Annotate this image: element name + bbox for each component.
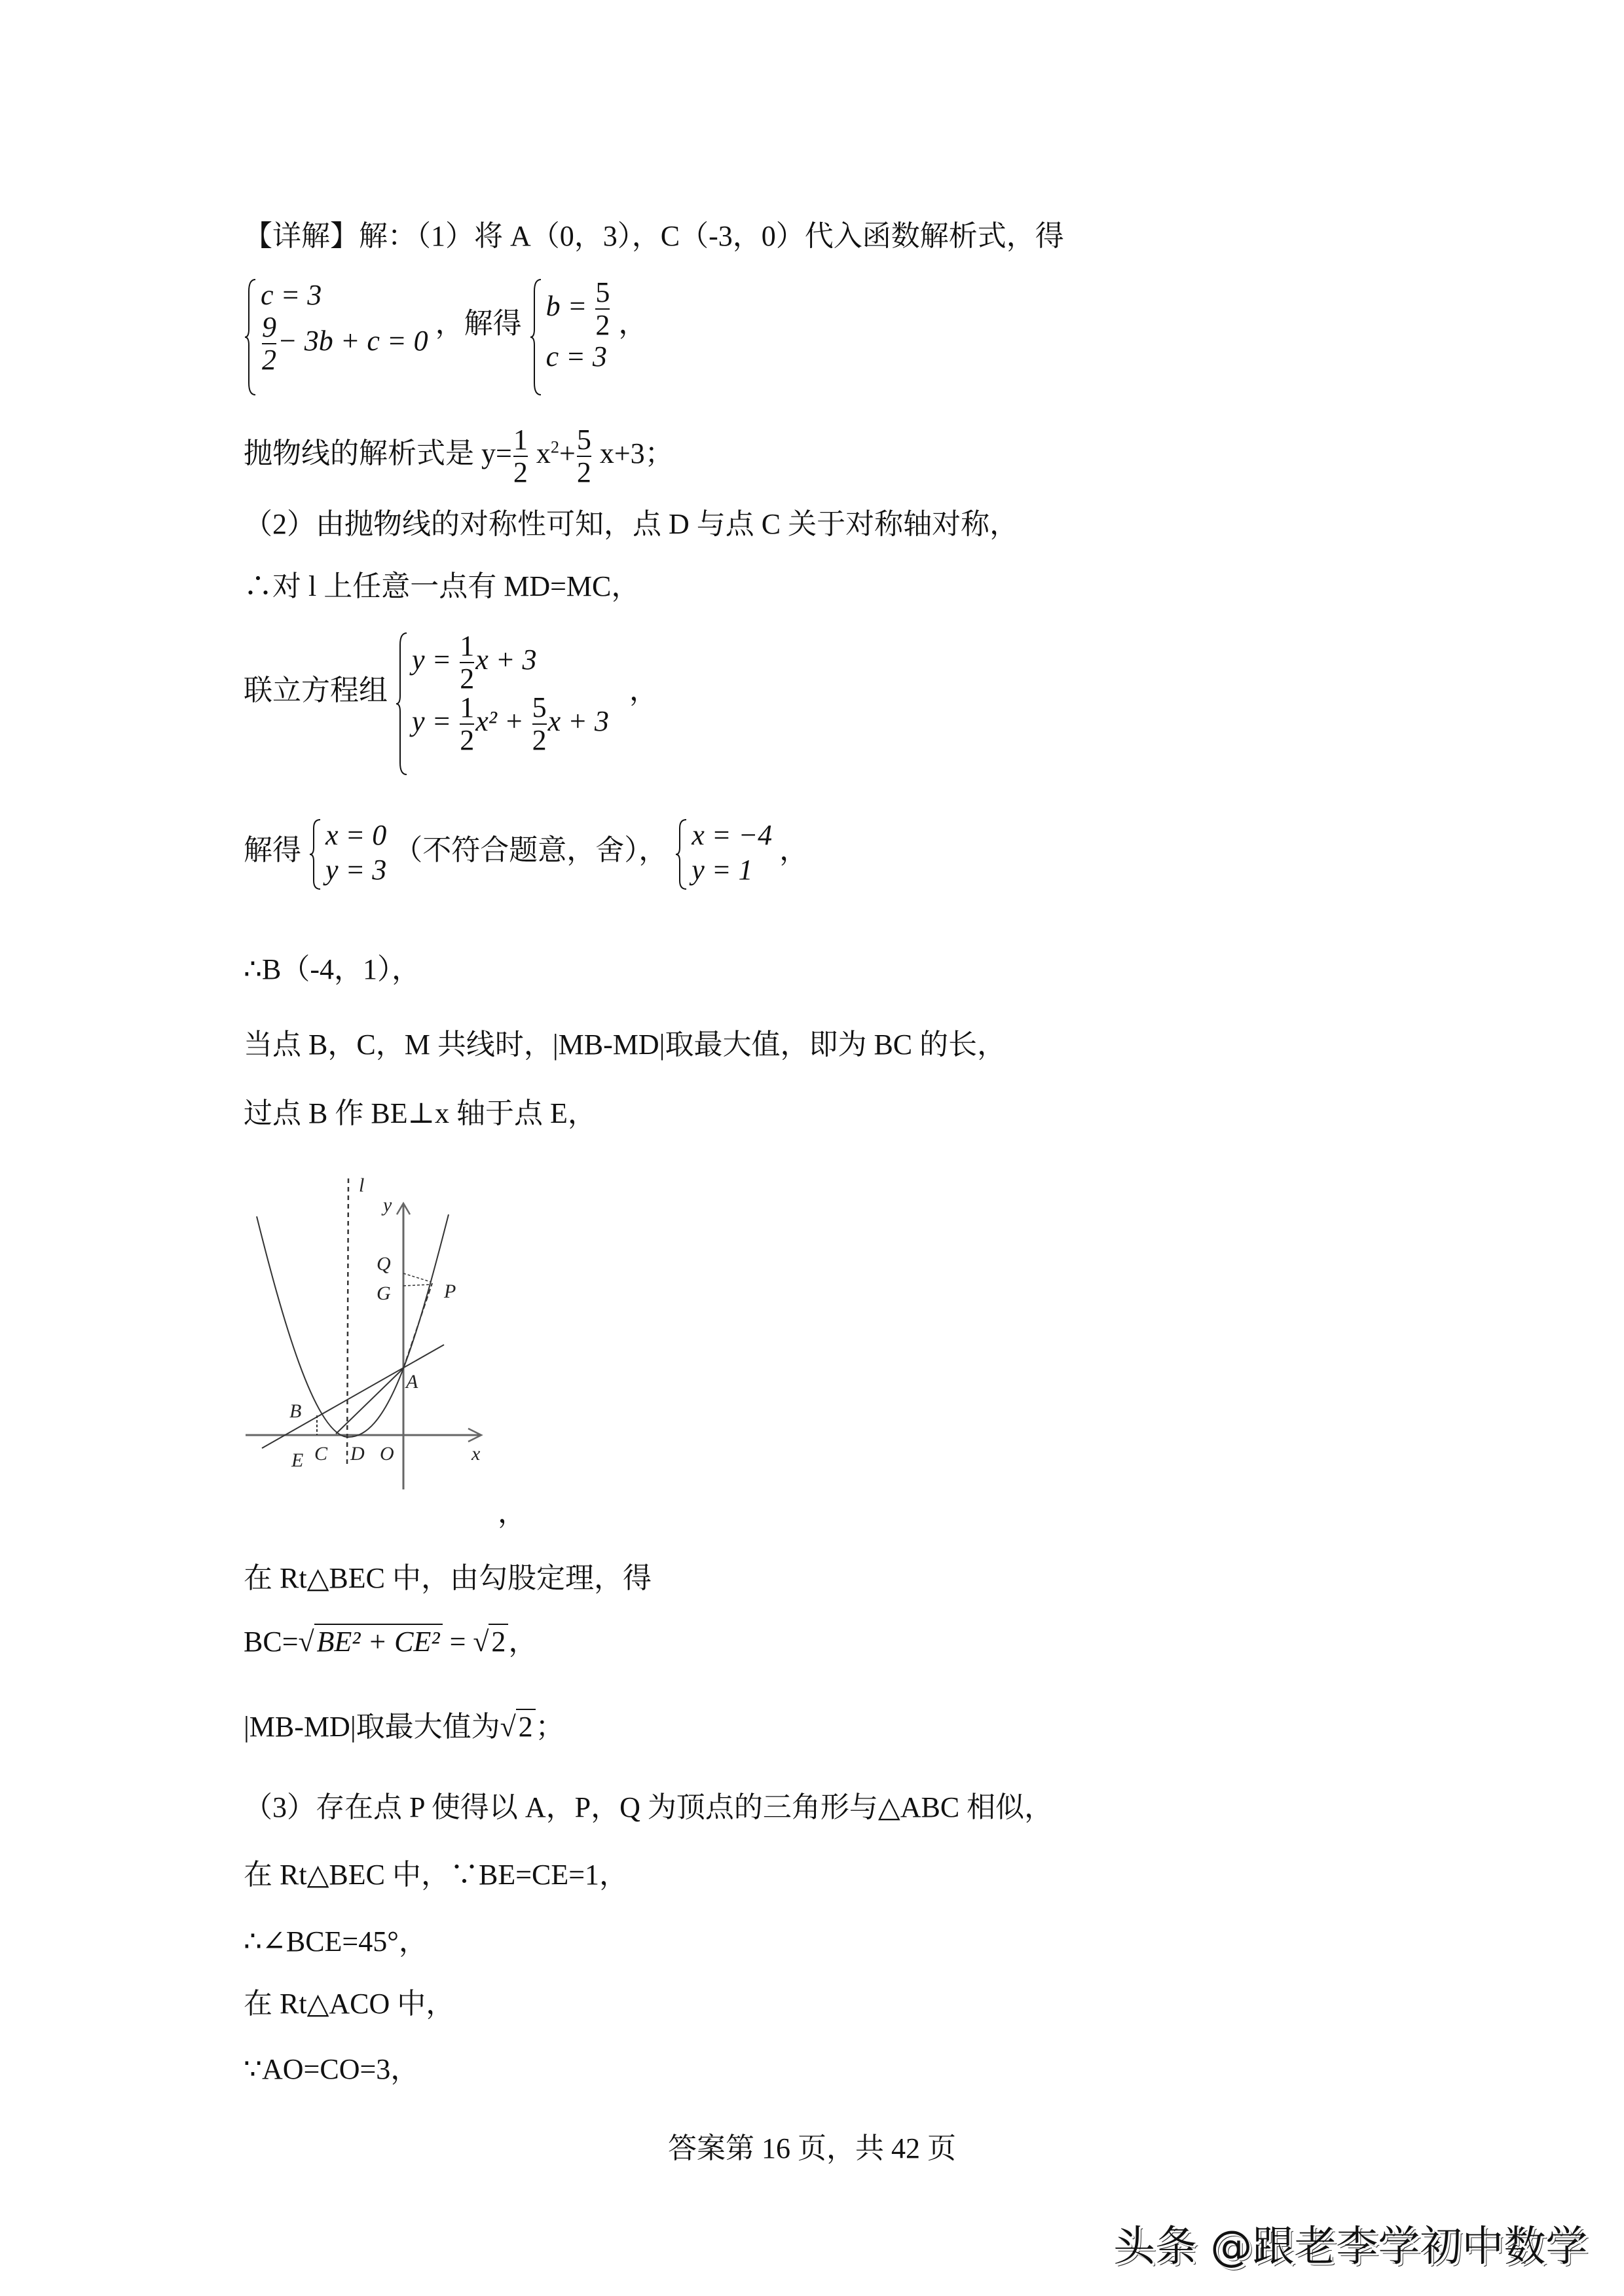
system-solution: b = $\frac{5}{2}$ c = 3: [529, 278, 612, 374]
equation-system-2: 联立方程组 y = $\frac{1}{2}$ x + 3 y = $\frac{1}{2}$ x² + $\frac{5}{2}$ x + 3 ，: [244, 632, 658, 755]
brace-icon: [529, 278, 544, 396]
label-a: A: [406, 1371, 418, 1393]
label-c: C: [314, 1443, 328, 1465]
bc-length: BC= √ BE² + CE² = √ 2，: [244, 1624, 537, 1660]
label-g: G: [377, 1283, 391, 1304]
be-equals-ce: 在 Rt△BEC 中，∵BE=CE=1，: [244, 1859, 629, 1891]
parabola-expression: 抛物线的解析式是 y= $\frac{1}{2}$ $x^2+$ $\frac{5}{2}$ x+3；: [244, 424, 674, 488]
ao-equals-co: ∵AO=CO=3，: [244, 2053, 420, 2085]
max-value: |MB-MD|取最大值为 √ 2；: [244, 1709, 564, 1745]
system-solutions: 解得 x = 0 y = 3 （不符合题意，舍）， x = −4 y = 1 ，: [244, 818, 808, 888]
pythagorean-intro: 在 Rt△BEC 中，由勾股定理，得: [244, 1562, 652, 1594]
system-left: c = 3 $\frac{9}{2}$ − 3b + c = 0: [244, 278, 428, 374]
solution-intro: 【详解】解：（1）将 A（0，3），C（-3，0）代入函数解析式，得: [244, 220, 1064, 252]
md-equals-mc: ∴对 l 上任意一点有 MD=MC，: [244, 570, 640, 602]
detail-label: 【详解】: [244, 220, 359, 252]
page-footer: 答案第 16 页，共 42 页: [668, 2132, 956, 2164]
parabola-figure: [242, 1159, 504, 1512]
brace-icon: [308, 818, 323, 890]
brace-icon: [395, 632, 409, 776]
triangle-aco: 在 Rt△ACO 中，: [244, 1988, 455, 2020]
label-e: E: [291, 1449, 304, 1471]
part3-intro: （3）存在点 P 使得以 A，P，Q 为顶点的三角形与△ABC 相似，: [244, 1791, 1054, 1823]
label-o: O: [380, 1443, 394, 1465]
label-d: D: [350, 1443, 365, 1465]
brace-icon: [244, 278, 258, 396]
figure-comma: ，: [498, 1497, 526, 1529]
collinear-statement: 当点 B，C，M 共线时，|MB-MD|取最大值，即为 BC 的长，: [244, 1029, 1006, 1061]
label-y: y: [383, 1194, 392, 1216]
label-x: x: [471, 1443, 481, 1465]
label-b: B: [289, 1400, 302, 1422]
angle-bce: ∴∠BCE=45°，: [244, 1925, 428, 1958]
label-l: l: [359, 1175, 365, 1196]
equation-system-1: c = 3 $\frac{9}{2}$ − 3b + c = 0 ，解得 b = $\frac{5}{2}$ c = 3 ，: [244, 278, 647, 374]
perpendicular-statement: 过点 B 作 BE⊥x 轴于点 E，: [244, 1097, 597, 1129]
point-b: ∴B（-4，1），: [244, 953, 420, 985]
label-p: P: [444, 1281, 456, 1302]
part2-intro: （2）由抛物线的对称性可知，点 D 与点 C 关于对称轴对称，: [244, 508, 1019, 540]
label-q: Q: [377, 1253, 391, 1275]
watermark: 头条 @跟老李学初中数学: [1113, 2223, 1588, 2271]
brace-icon: [674, 818, 689, 890]
